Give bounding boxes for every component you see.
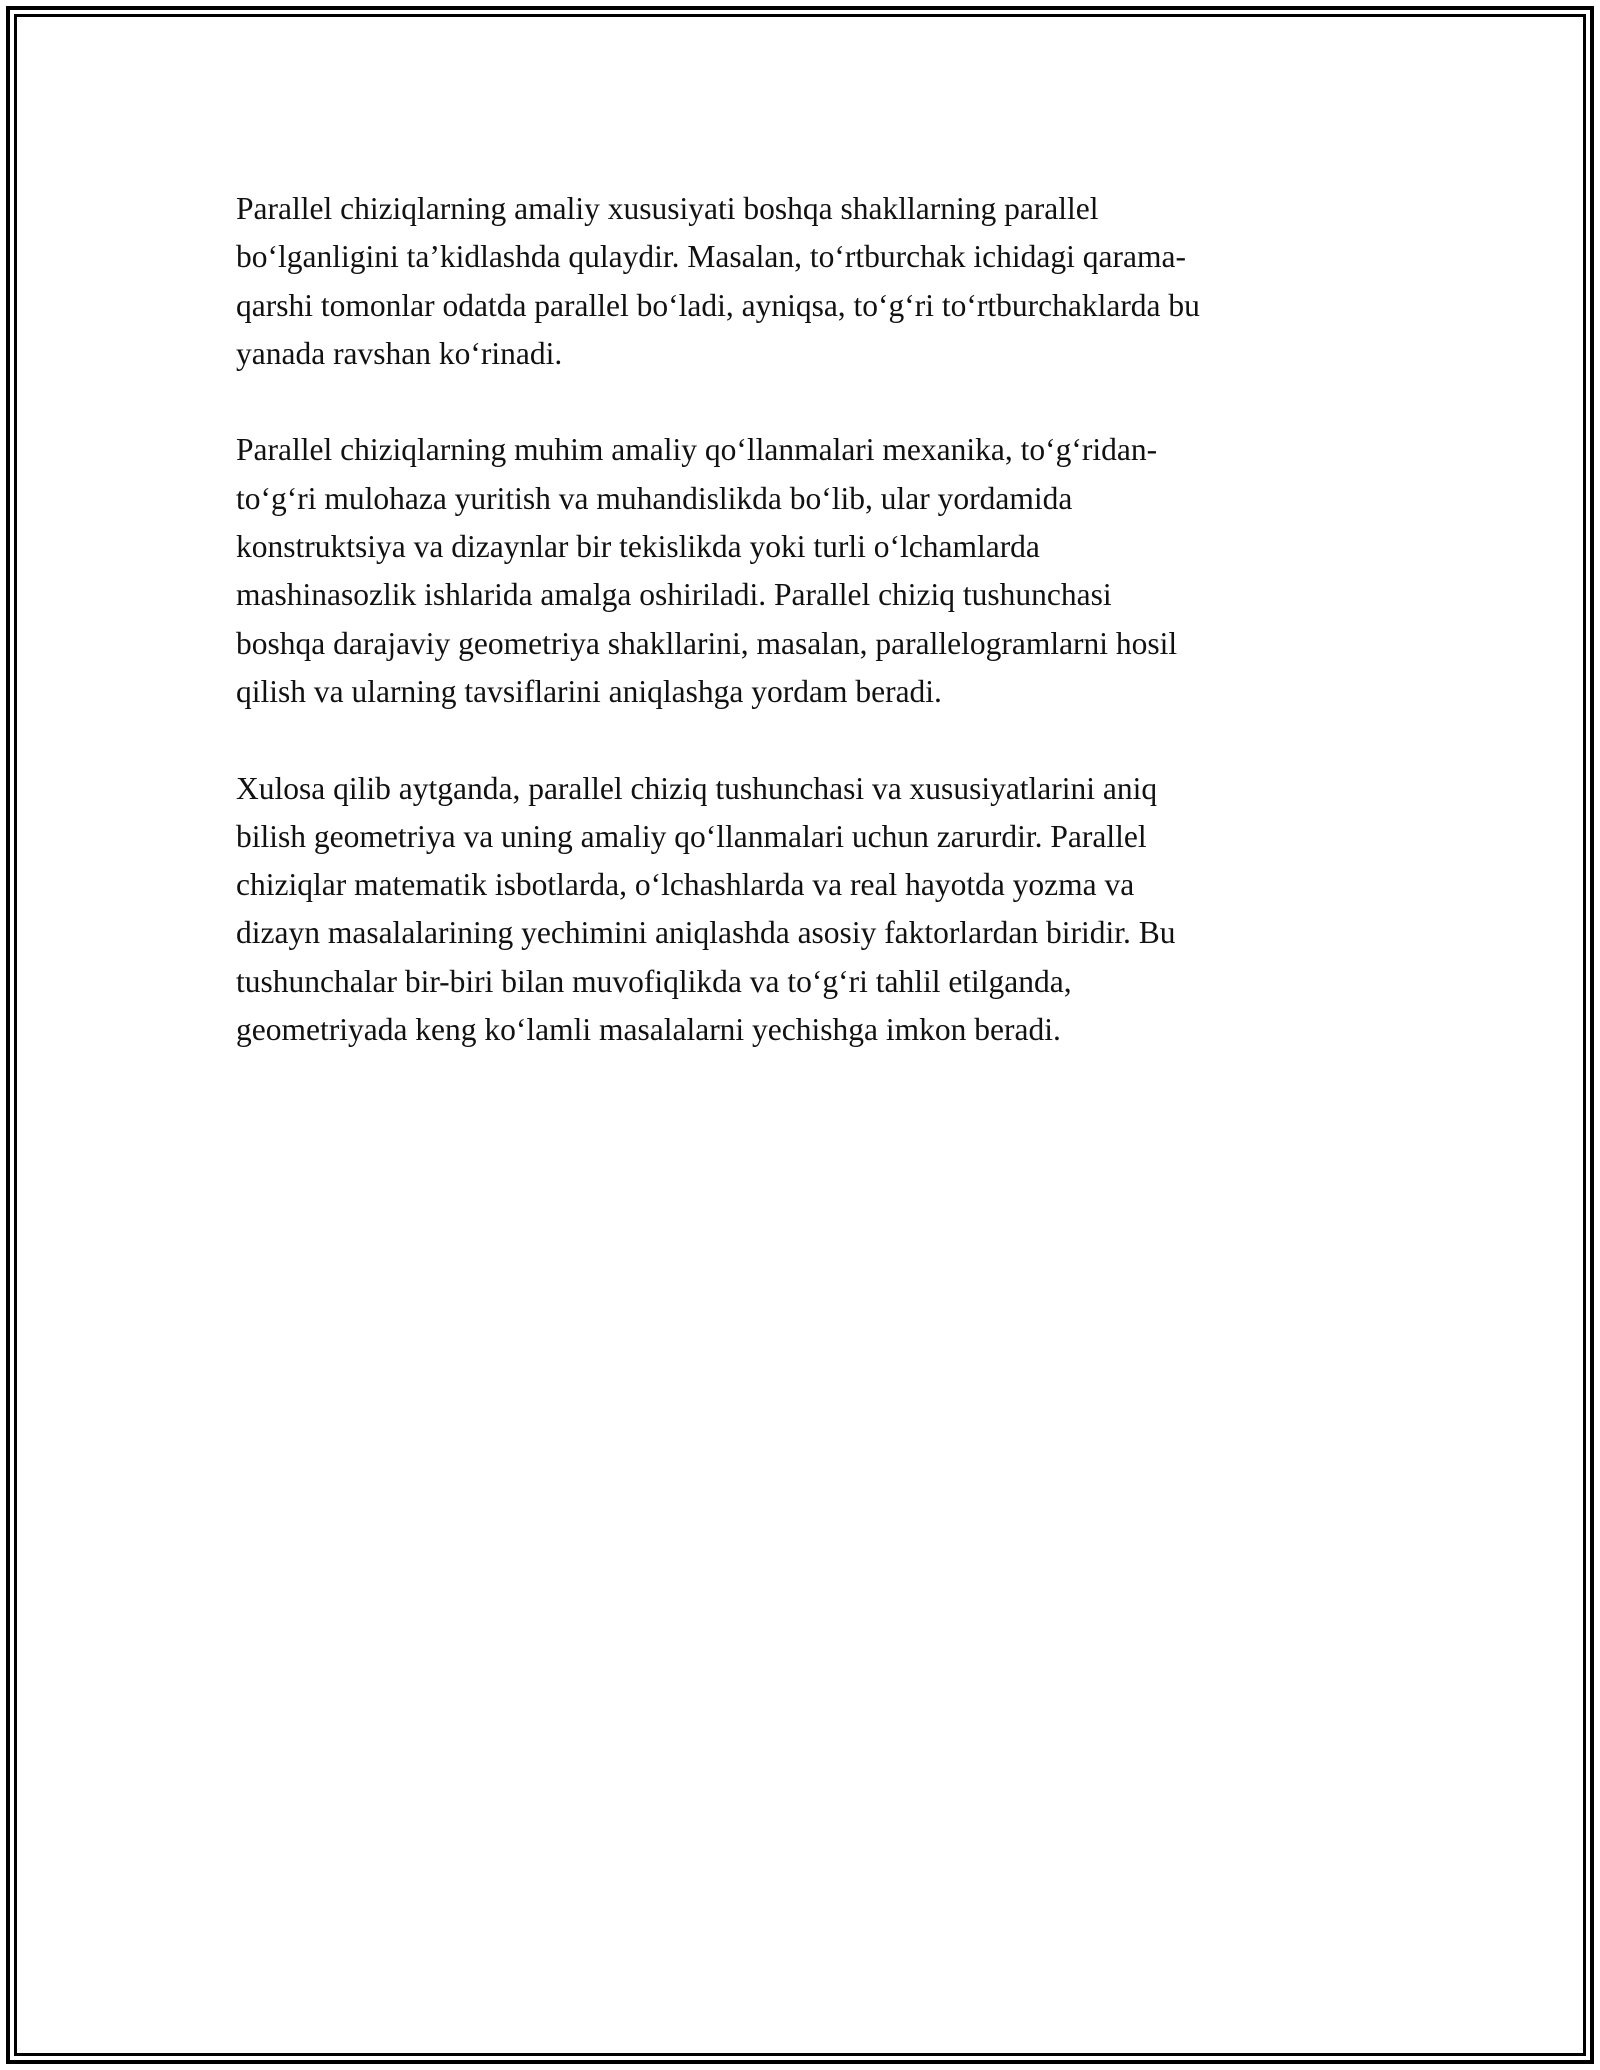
paragraph-conclusion: Xulosa qilib aytganda, parallel chiziq tushunchasi va xususiyatlarini aniq bilish geometriya va uning amaliy qo‘llanmalari uchun zarurdir. Parallel chiziqlar matematik isbotlarda, o‘lchashlarda va real hayotda yozma va dizayn masalalarining yechimini aniqlashda asosiy faktorlardan biridir. Bu tushunchalar bir-biri bilan muvofiqlikda va to‘g‘ri tahlil etilganda, geometriyada keng ko‘lamli masalalarni yechishga imkon beradi.	[236, 770, 1176, 1048]
paragraph-parallel-properties: Parallel chiziqlarning amaliy xususiyati boshqa shakllarning parallel bo‘lganligini ta’kidlashda qulaydir. Masalan, to‘rtburchak ichidagi qarama- qarshi tomonlar odatda parallel bo‘ladi, ayniqsa, to‘g‘ri to‘rtburchaklarda bu yanada ravshan ko‘rinadi.	[236, 191, 1200, 371]
paragraph-practical-applications: Parallel chiziqlarning muhim amaliy qo‘llanmalari mexanika, to‘g‘ridan- to‘g‘ri mulohaza yuritish va muhandislikda bo‘lib, ular yordamida konstruktsiya va dizaynlar bir tekislikda yoki turli o‘lchamlarda mashinasozlik ishlarida amalga oshiriladi. Parallel chiziq tushunchasi boshqa darajaviy geometriya shakllarini, masalan, parallelogramlarni hosil qilish va ularning tavsiflarini aniqlashga yordam beradi.	[236, 432, 1178, 709]
document-body	[236, 185, 1364, 1103]
